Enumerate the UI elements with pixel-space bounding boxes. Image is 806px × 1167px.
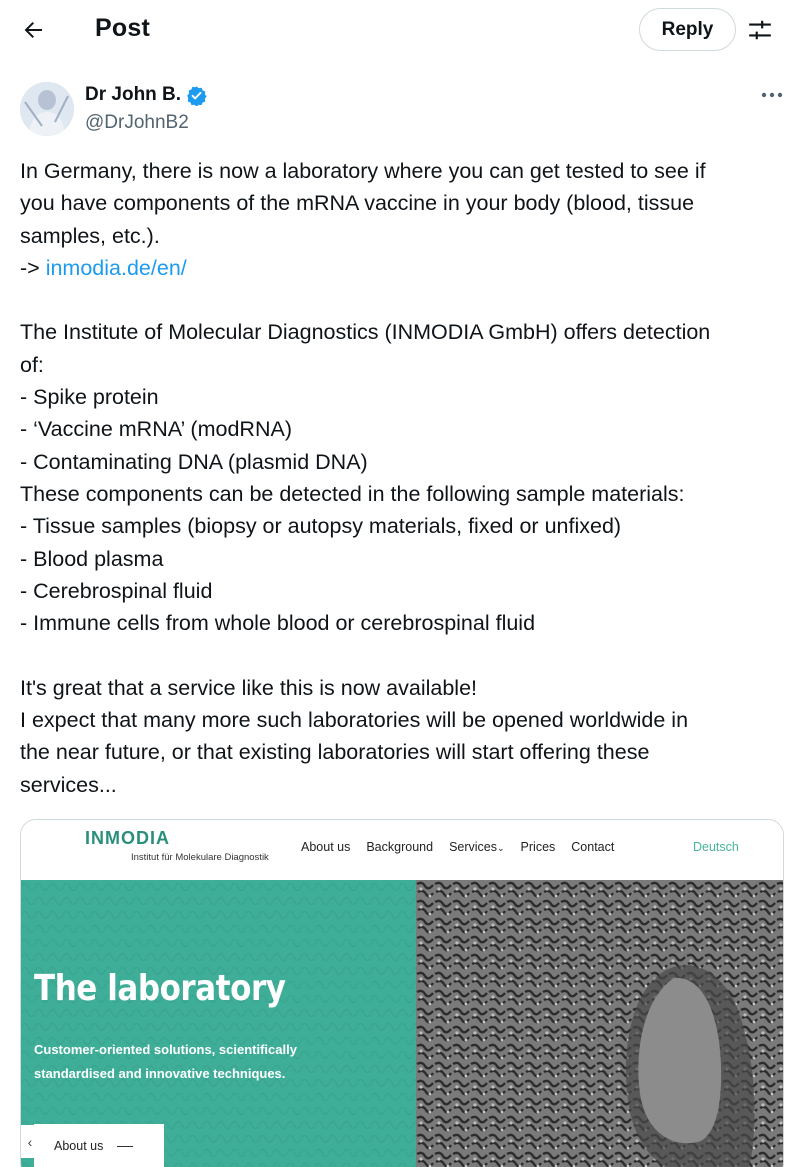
site-nav-background[interactable]: Background xyxy=(366,840,434,854)
back-button[interactable] xyxy=(14,12,52,48)
post-header xyxy=(0,0,806,60)
tweet-line: These components can be detected in the following sample materials: xyxy=(20,481,685,506)
hero-title: The laboratory xyxy=(34,968,286,1009)
tweet-line: - Contaminating DNA (plasmid DNA) xyxy=(20,449,368,474)
tweet-line: - Immune cells from whole blood or cerebrospinal fluid xyxy=(20,611,536,636)
tweet-line: - Blood plasma xyxy=(20,546,164,571)
verified-badge-icon xyxy=(186,85,207,106)
author-handle[interactable]: @DrJohnB2 xyxy=(85,112,189,133)
link-preview-card[interactable] xyxy=(20,819,784,1167)
hero-about-label: About us xyxy=(54,1139,104,1153)
hero-subtitle xyxy=(34,1038,394,1086)
dash-icon xyxy=(117,1146,133,1147)
tweet-link-line xyxy=(20,252,795,284)
hero-about-button[interactable] xyxy=(34,1124,164,1167)
tweet-line: The Institute of Molecular Diagnostics (INMODIA GmbH) offers detection xyxy=(20,320,711,345)
tissue-image xyxy=(416,880,784,1167)
chevron-left-icon: ‹ xyxy=(27,1133,33,1150)
author-name-text: Dr John B. xyxy=(85,84,182,105)
microscopy-image xyxy=(416,880,784,1167)
tweet-line xyxy=(20,639,795,671)
more-options-button[interactable] xyxy=(758,84,786,106)
tweet-line: the near future, or that existing laboratories will start offering these xyxy=(20,740,650,765)
tweet-line: - Tissue samples (biopsy or autopsy materials, fixed or unfixed) xyxy=(20,514,622,539)
site-nav-contact[interactable]: Contact xyxy=(571,840,615,854)
tweet-line: I expect that many more such laboratories will be opened worldwide in xyxy=(20,708,689,733)
tweet-line: services... xyxy=(20,772,117,797)
tweet-link[interactable]: inmodia.de/en/ xyxy=(45,255,187,280)
tweet-line: - Spike protein xyxy=(20,385,159,410)
tweet-text xyxy=(20,155,795,801)
site-nav-services-label: Services xyxy=(449,840,497,854)
sliders-icon xyxy=(747,17,773,43)
tweet-line: samples, etc.). xyxy=(20,223,160,248)
site-navbar xyxy=(21,820,784,880)
page-title: Post xyxy=(95,14,150,42)
author-row xyxy=(20,82,790,142)
tweet-line: It's great that a service like this is now available! xyxy=(20,675,478,700)
carousel-prev-button[interactable] xyxy=(21,1125,39,1158)
settings-button[interactable] xyxy=(745,14,775,46)
site-nav-links xyxy=(301,840,614,854)
hero-subtitle-line: Customer-oriented solutions, scientifically xyxy=(34,1042,297,1057)
avatar[interactable] xyxy=(20,82,74,136)
tweet-line: In Germany, there is now a laboratory where you can get tested to see if xyxy=(20,159,706,183)
tweet-line: - ‘Vaccine mRNA’ (modRNA) xyxy=(20,417,292,442)
hero-subtitle-line: standardised and innovative techniques. xyxy=(34,1066,286,1081)
site-language-switch[interactable]: Deutsch xyxy=(693,840,739,854)
hero-panel xyxy=(21,880,416,1167)
site-logo[interactable] xyxy=(85,828,170,849)
site-nav-prices[interactable]: Prices xyxy=(520,840,556,854)
tweet-line: - Cerebrospinal fluid xyxy=(20,578,213,603)
site-logo-text: INMODIA xyxy=(85,828,170,848)
tweet-line xyxy=(20,284,795,316)
site-logo-subtitle: Institut für Molekulare Diagnostik xyxy=(131,852,269,863)
arrow-left-icon xyxy=(21,18,45,42)
site-nav-about[interactable]: About us xyxy=(301,840,351,854)
reply-button[interactable]: Reply xyxy=(639,8,736,51)
tweet-line: of: xyxy=(20,352,44,377)
author-name[interactable] xyxy=(85,84,207,106)
avatar-image xyxy=(20,82,74,136)
more-dots-icon xyxy=(761,92,783,98)
site-nav-services[interactable] xyxy=(449,840,504,854)
link-prefix: -> xyxy=(20,255,46,280)
tweet-line: you have components of the mRNA vaccine in your body (blood, tissue xyxy=(20,191,695,216)
chevron-down-icon: ⌄ xyxy=(497,843,505,853)
